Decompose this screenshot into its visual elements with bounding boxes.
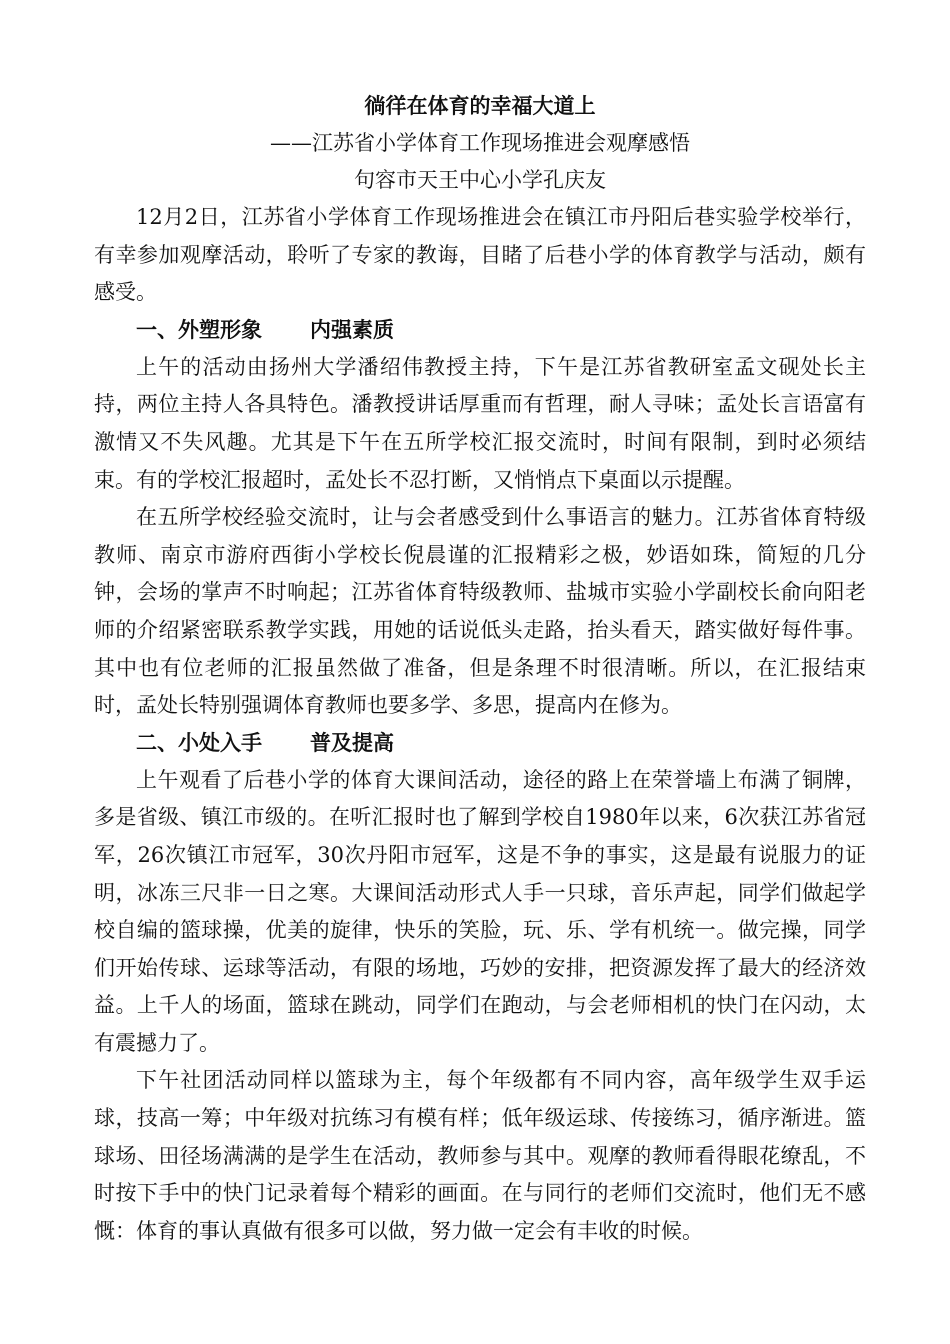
article-title: 徜徉在体育的幸福大道上 <box>364 94 596 118</box>
intro-paragraph: 12月2日，江苏省小学体育工作现场推进会在镇江市丹阳后巷实验学校举行，有幸参加观摩活动，聆听了专家的教诲，目睹了后巷小学的体育教学与活动，颇有感受。 <box>94 205 866 305</box>
section-1-heading-part1: 一、外塑形象 <box>136 317 262 342</box>
article-subtitle: ——江苏省小学体育工作现场推进会观摩感悟 <box>270 131 690 155</box>
section-2-heading <box>94 725 866 762</box>
section-1-paragraph-1: 上午的活动由扬州大学潘绍伟教授主持，下午是江苏省教研室孟文砚处长主持，两位主持人各具特色。潘教授讲话厚重而有哲理，耐人寻味；孟处长言语富有激情又不失风趣。尤其是下午在五所学校汇报交流时，时间有限制，到时必须结束。有的学校汇报超时，孟处长不忍打断，又悄悄点下桌面以示提醒。 <box>94 354 866 492</box>
section-2-paragraph-2: 下午社团活动同样以篮球为主，每个年级都有不同内容，高年级学生双手运球，技高一筹；中年级对抗练习有模有样；低年级运球、传接练习，循序渐进。篮球场、田径场满满的是学生在活动，教师参与其中。观摩的教师看得眼花缭乱，不时按下手中的快门记录着每个精彩的画面。在与同行的老师们交流时，他们无不感慨：体育的事认真做有很多可以做，努力做一定会有丰收的时候。 <box>94 1068 866 1243</box>
section-2-heading-part2: 普及提高 <box>310 730 394 755</box>
section-1-heading <box>94 312 866 349</box>
section-2-heading-part1: 二、小处入手 <box>136 730 262 755</box>
section-1-paragraph-2: 在五所学校经验交流时，让与会者感受到什么事语言的魅力。江苏省体育特级教师、南京市游府西街小学校长倪晨谨的汇报精彩之极，妙语如珠，简短的几分钟，会场的掌声不时响起；江苏省体育特级教师、盐城市实验小学副校长俞向阳老师的介绍紧密联系教学实践，用她的话说低头走路，抬头看天，踏实做好每件事。其中也有位老师的汇报虽然做了准备，但是条理不时很清晰。所以，在汇报结束时，孟处长特别强调体育教师也要多学、多思，提高内在修为。 <box>94 505 866 718</box>
section-1-heading-part2: 内强素质 <box>310 317 394 342</box>
document-page <box>94 88 866 1250</box>
section-2-paragraph-1: 上午观看了后巷小学的体育大课间活动，途径的路上在荣誉墙上布满了铜牌，多是省级、镇江市级的。在听汇报时也了解到学校自1980年以来，6次获江苏省冠军，26次镇江市冠军，30次丹阳市冠军，这是不争的事实，这是最有说服力的证明，冰冻三尺非一日之寒。大课间活动形式人手一只球，音乐声起，同学们做起学校自编的篮球操，优美的旋律，快乐的笑脸，玩、乐、学有机统一。做完操，同学们开始传球、运球等活动，有限的场地，巧妙的安排，把资源发挥了最大的经济效益。上千人的场面，篮球在跳动，同学们在跑动，与会老师相机的快门在闪动，太有震撼力了。 <box>94 767 866 1055</box>
article-author: 句容市天王中心小学孔庆友 <box>354 168 606 192</box>
